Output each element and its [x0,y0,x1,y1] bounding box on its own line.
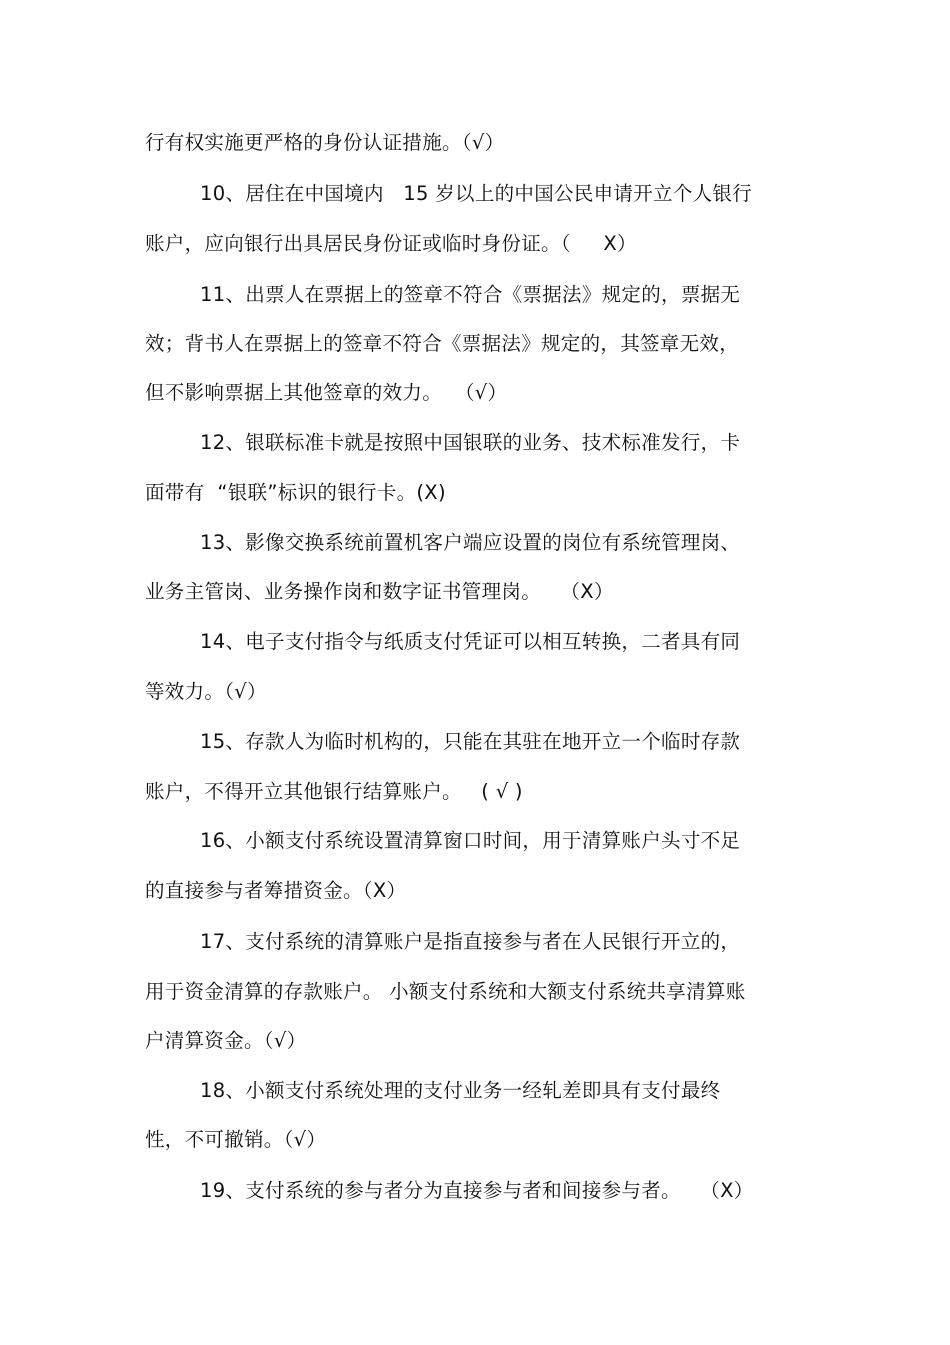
text-line: 16、小额支付系统设置清算窗口时间，用于清算账户头寸不足 [200,829,741,852]
text-line: 业务主管岗、业务操作岗和数字证书管理岗。 （X） [145,580,614,603]
text-line: 用于资金清算的存款账户。 小额支付系统和大额支付系统共享清算账 [145,980,746,1003]
text-line: 等效力。（√） [145,680,267,703]
text-line: 账户，不得开立其他银行结算账户。 ( √ ) [145,780,523,803]
text-line: 账户，应向银行出具居民身份证或临时身份证。（ X） [145,232,637,255]
text-line: 效；背书人在票据上的签章不符合《票据法》规定的，其签章无效， [145,332,740,355]
text-line: 13、影像交换系统前置机客户端应设置的岗位有系统管理岗、 [200,531,741,554]
text-line: 18、小额支付系统处理的支付业务一经轧差即具有支付最终 [200,1079,721,1102]
text-line: 户清算资金。（√） [145,1029,307,1052]
text-line: 性，不可撤销。（√） [145,1128,327,1151]
text-line: 19、支付系统的参与者分为直接参与者和间接参与者。 （X） [200,1179,754,1202]
text-line: 14、电子支付指令与纸质支付凭证可以相互转换，二者具有同 [200,630,741,653]
text-line: 面带有 “银联”标识的银行卡。(X) [145,481,446,504]
text-line: 但不影响票据上其他签章的效力。 （√） [145,381,508,404]
text-line: 12、银联标准卡就是按照中国银联的业务、技术标准发行，卡 [200,431,741,454]
text-line: 的直接参与者筹措资金。（X） [145,879,407,902]
text-line: 17、支付系统的清算账户是指直接参与者在人民银行开立的， [200,930,741,953]
text-line: 15、存款人为临时机构的，只能在其驻在地开立一个临时存款 [200,730,741,753]
text-line: 11、出票人在票据上的签章不符合《票据法》规定的，票据无 [200,283,741,306]
text-line: 行有权实施更严格的身份认证措施。（√） [145,131,505,154]
text-line: 10、居住在中国境内 15 岁以上的中国公民申请开立个人银行 [200,182,753,205]
